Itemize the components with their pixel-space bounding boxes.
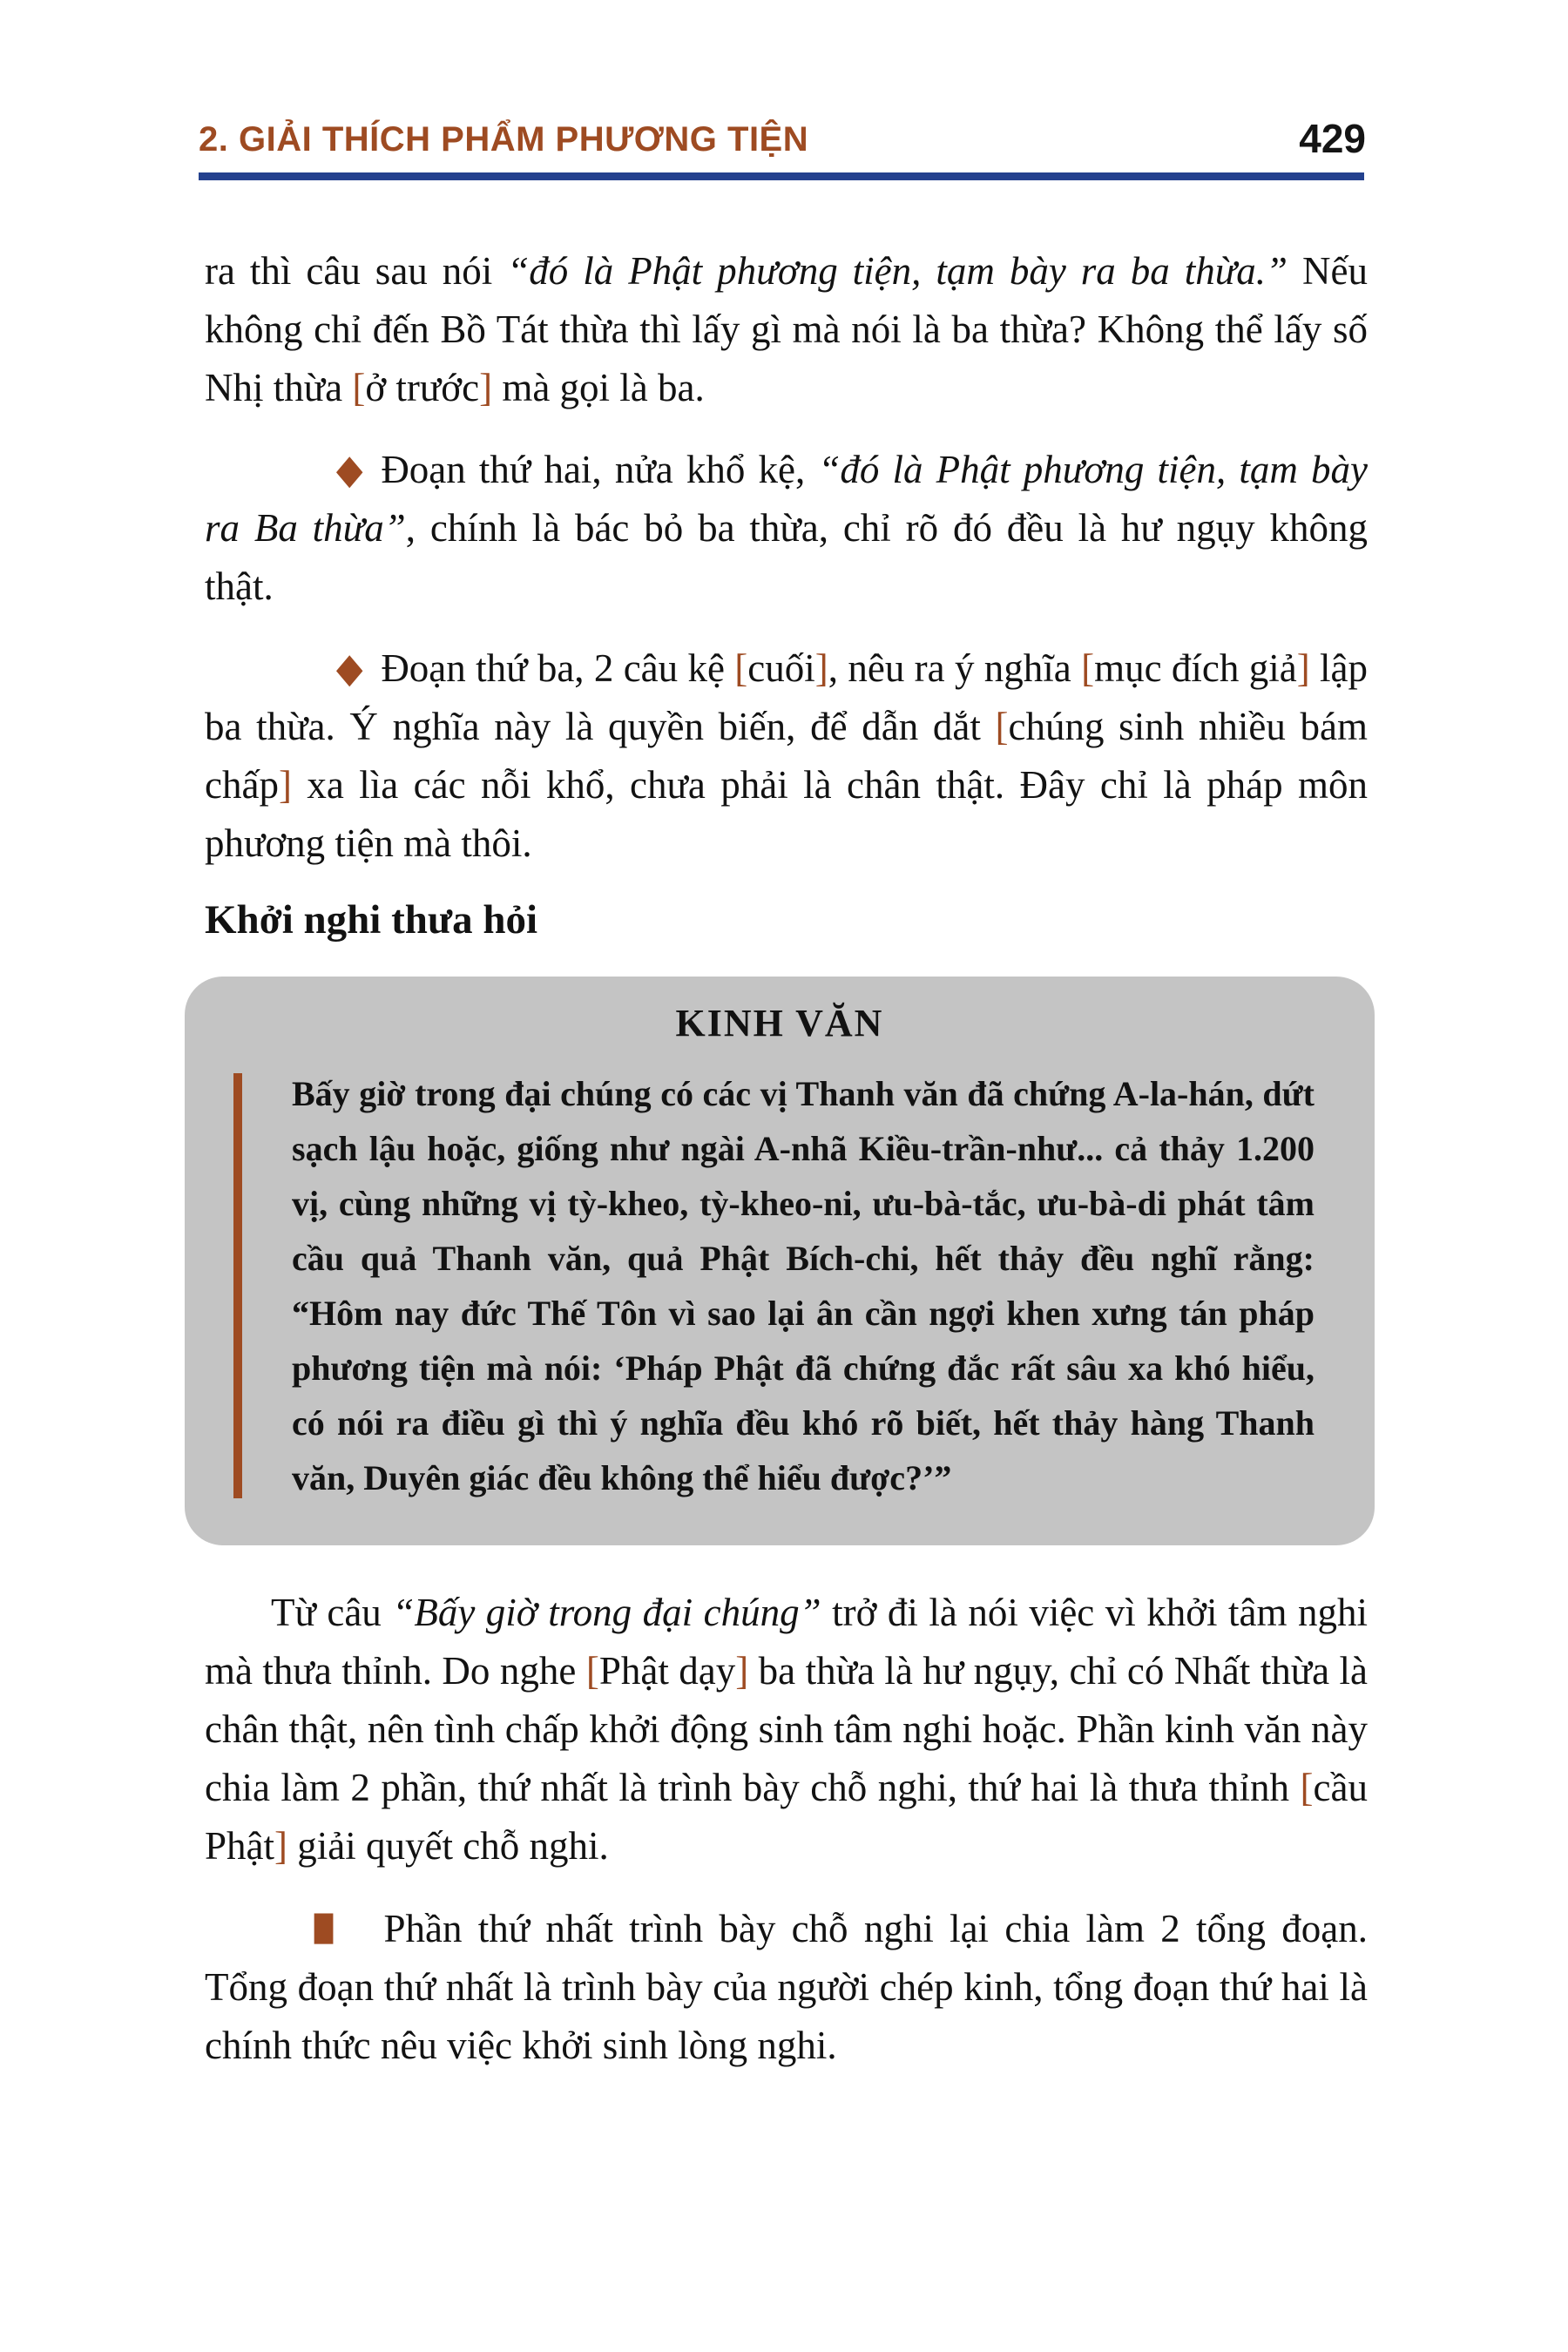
text-run: “đó là Phật phương tiện, tạm bày ra ba thừa.”: [507, 249, 1288, 293]
scripture-accent-bar: [233, 1073, 242, 1498]
scripture-quote: [233, 1066, 1315, 1505]
bracket-gloss: ]: [274, 1824, 288, 1868]
text-run: Đoạn thứ hai, nửa khổ kệ,: [381, 448, 819, 491]
bracket-gloss: [: [585, 1649, 599, 1693]
scripture-text: Bấy giờ trong đại chúng có các vị Thanh văn đã chứng A-la-hán, dứt sạch lậu hoặc, giống như ngài A-nhã Kiều-trần-như... cả thảy 1.200 vị, cùng những vị tỳ-kheo, tỳ-kheo-ni, ưu-bà-tắc, ưu-bà-di phát tâm cầu quả Thanh văn, quả Phật Bích-chi, hết thảy đều nghĩ rằng: “Hôm nay đức Thế Tôn vì sao lại ân cần ngợi khen xưng tán pháp phương tiện mà nói: ‘Pháp Phật đã chứng đắc rất sâu xa khó hiểu, có nói ra điều gì thì ý nghĩa đều khó rõ biết, hết thảy hàng Thanh văn, Duyên giác đều không thể hiểu được?’”: [292, 1074, 1315, 1497]
text-run: trở đi là nói việc vì khởi tâm nghi mà thưa thỉnh. Do nghe: [205, 1591, 1369, 1693]
text-run: , chính là bác bỏ ba thừa, chỉ rõ đó đều là hư ngụy không thật.: [205, 506, 1368, 608]
diamond-bullet-icon: ◆: [335, 445, 363, 493]
text-run: xa lìa các nỗi khổ, chưa phải là chân thật. Đây chỉ là pháp môn phương tiện mà thôi.: [205, 763, 1368, 865]
section-heading: Khởi nghi thưa hỏi: [205, 897, 538, 943]
text-run: cuối: [747, 646, 815, 690]
page-header: [199, 116, 1366, 161]
bracket-gloss: [: [1300, 1766, 1314, 1809]
text-run: ra thì câu sau nói: [205, 249, 508, 293]
bracket-gloss: [: [1081, 646, 1095, 690]
bullet-paragraph: [205, 1899, 1368, 2075]
text-run: Phần thứ nhất trình bày chỗ nghi lại chia làm 2 tổng đoạn. Tổng đoạn thứ nhất là trình bày của người chép kinh, tổng đoạn thứ hai là chính thức nêu việc khởi sinh lòng nghi.: [205, 1907, 1368, 2067]
text-run: mục đích giả: [1094, 646, 1297, 690]
bracket-gloss: ]: [479, 366, 493, 409]
bracket-gloss: [: [352, 366, 366, 409]
bullet-paragraph: [205, 441, 1368, 616]
header-rule: [199, 172, 1364, 180]
diamond-bullet-icon: ◆: [335, 644, 363, 692]
bracket-gloss: ]: [1296, 646, 1310, 690]
text-run: chúng sinh nhiều bám chấp: [205, 705, 1368, 807]
text-run: Từ câu: [271, 1591, 393, 1634]
text-run: lập ba thừa. Ý nghĩa này là quyền biến, để dẫn dắt: [205, 646, 1368, 748]
text-run: Phật dạy: [598, 1649, 736, 1693]
square-bullet-icon: ■: [312, 1902, 336, 1949]
bracket-gloss: ]: [814, 646, 828, 690]
page-body: [205, 242, 1368, 2099]
text-run: “đó là Phật phương tiện, tạm bày ra Ba thừa”: [205, 448, 1368, 550]
text-run: cầu Phật: [205, 1766, 1368, 1868]
scripture-box: [185, 977, 1375, 1545]
text-run: Đoạn thứ ba, 2 câu kệ: [381, 646, 735, 690]
text-run: mà gọi là ba.: [492, 366, 705, 409]
body-paragraph: [205, 242, 1368, 417]
text-run: ở trước: [365, 366, 480, 409]
bracket-gloss: [: [734, 646, 748, 690]
bracket-gloss: ]: [278, 763, 292, 807]
text-run: Nếu không chỉ đến Bồ Tát thừa thì lấy gì mà nói là ba thừa? Không thể lấy số Nhị thừa: [205, 249, 1368, 409]
bracket-gloss: ]: [735, 1649, 749, 1693]
scripture-box-title: KINH VĂN: [675, 1002, 884, 1044]
body-paragraph: [205, 1584, 1368, 1876]
bullet-paragraph: [205, 639, 1368, 873]
text-run: , nêu ra ý nghĩa: [828, 646, 1082, 690]
text-run: “Bấy giờ trong đại chúng”: [392, 1591, 821, 1634]
bracket-gloss: [: [995, 705, 1009, 748]
running-header-title: 2. GIẢI THÍCH PHẨM PHƯƠNG TIỆN: [199, 120, 809, 159]
text-run: ba thừa là hư ngụy, chỉ có Nhất thừa là chân thật, nên tình chấp khởi động sinh tâm nghi hoặc. Phần kinh văn này chia làm 2 phần, thứ nhất là trình bày chỗ nghi, thứ hai là thưa thỉnh: [205, 1649, 1368, 1809]
text-run: giải quyết chỗ nghi.: [287, 1824, 609, 1868]
page-number: 429: [1299, 116, 1366, 161]
